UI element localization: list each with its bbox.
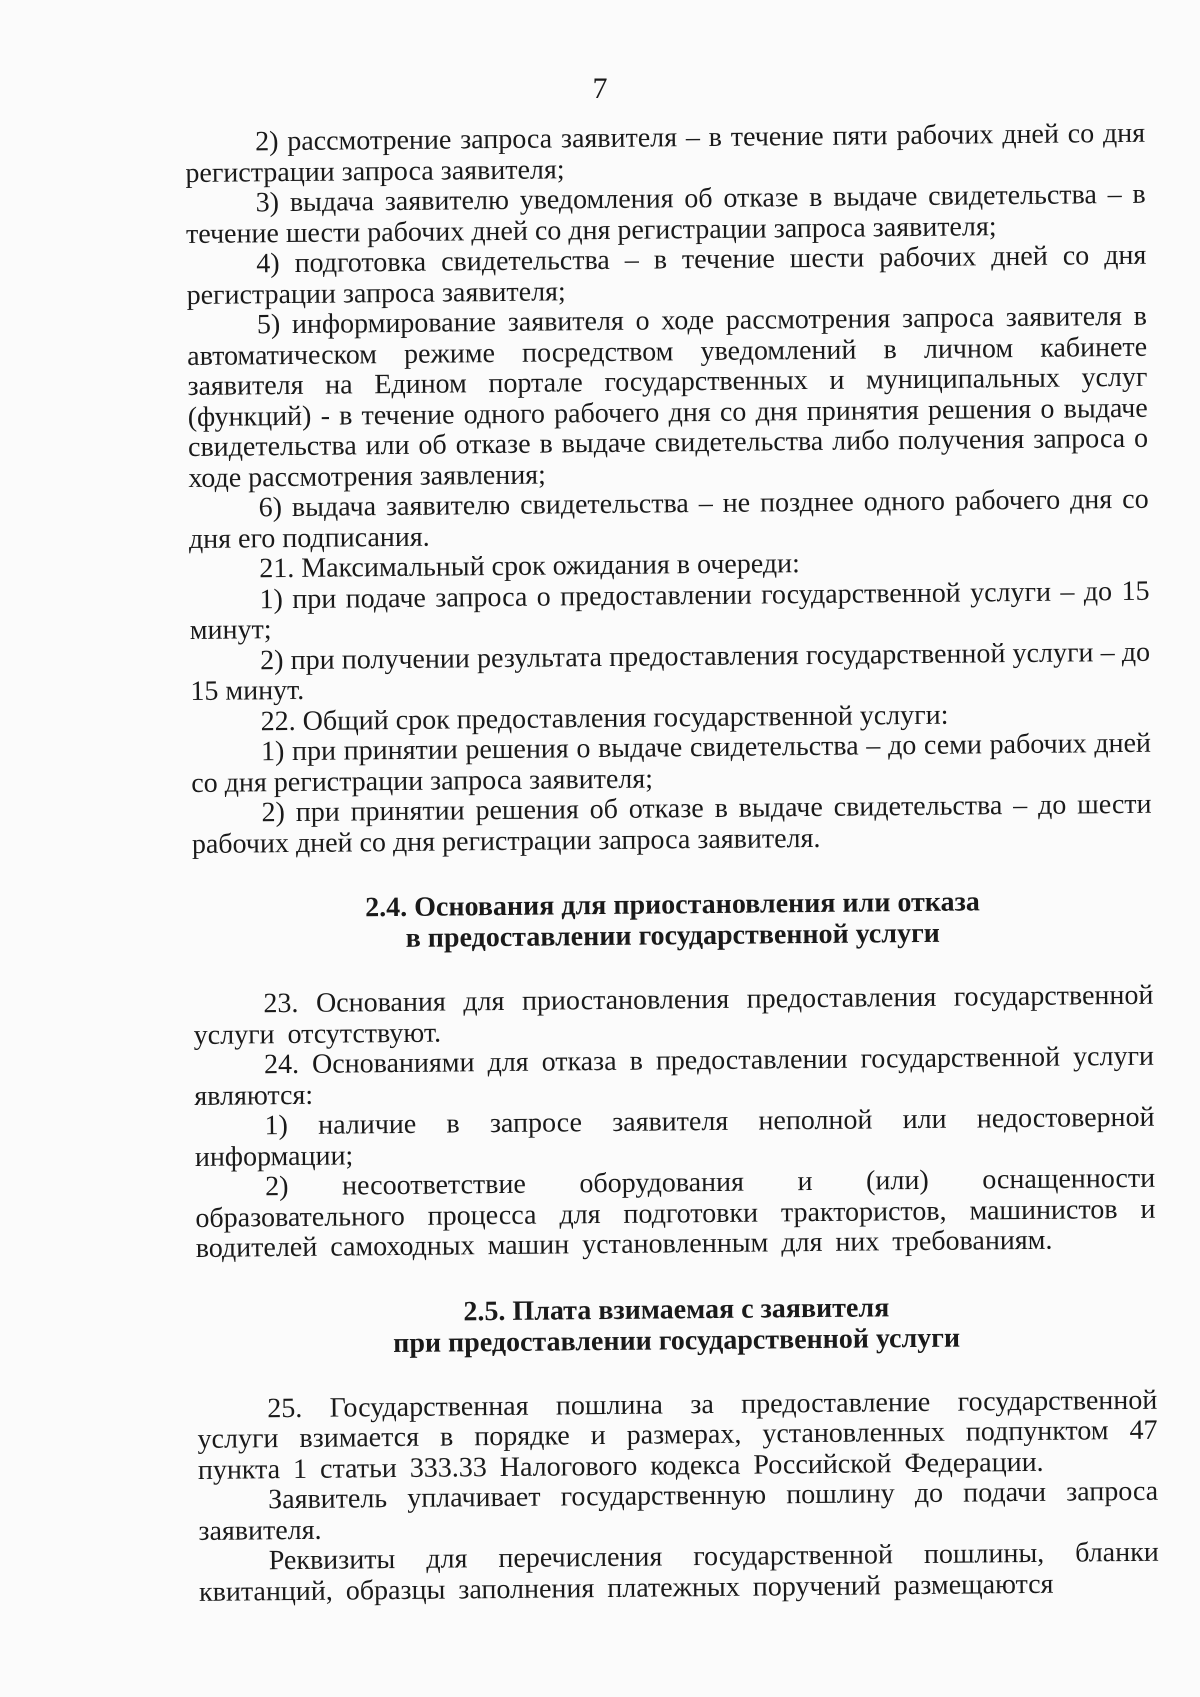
heading-line: в предоставлении государственной услуги <box>405 917 940 954</box>
section-2-4-body <box>193 981 1156 1265</box>
paragraph: 2) при принятии решения об отказе в выдаче свидетельства – до шести рабочих дней со дня регистрации запроса заявителя. <box>191 788 1152 860</box>
paragraph: 21. Максимальный срок ожидания в очереди: <box>259 548 800 585</box>
paragraph: 6) выдача заявителю свидетельства – не позднее одного рабочего дня со дня его подписания. <box>188 483 1149 555</box>
paragraph: 2) несоответствие оборудования и (или) оснащенности образовательного процесса для подготовки трактористов, машинистов и водителей самоходных машин установленным для них требованиям. <box>195 1162 1156 1264</box>
paragraph: 3) выдача заявителю уведомления об отказе в выдаче свидетельства – в течение шести рабочих дней со дня регистрации запроса заявителя; <box>185 178 1146 250</box>
paragraph: 2) при получении результата предоставления государственной услуги – до 15 минут. <box>190 636 1151 707</box>
heading-line: 2.4. Основания для приостановления или отказа <box>365 886 980 924</box>
paragraph: 1) наличие в запросе заявителя неполной или недостоверной информации; <box>194 1101 1155 1173</box>
document-body <box>185 119 1159 1608</box>
paragraph: 1) при принятии решения о выдаче свидетельства – до семи рабочих дней со дня регистрации запроса заявителя; <box>191 727 1152 799</box>
section-heading-2-5 <box>196 1289 1157 1360</box>
paragraph: 23. Основания для приостановления предоставления государственной услуги отсутствуют. <box>193 979 1154 1051</box>
paragraph: 2) рассмотрение запроса заявителя – в течение пяти рабочих дней со дня регистрации запроса заявителя; <box>185 117 1146 189</box>
paragraph: 22. Общий срок предоставления государственной услуги: <box>260 699 949 737</box>
section-2-5-body <box>197 1385 1159 1608</box>
paragraph: 25. Государственная пошлина за предоставление государственной услуги взимается в порядке и размерах, установленных подпунктом 47 пункта 1 статьи 333.33 Налогового кодекса Российской Федерации. <box>197 1384 1158 1486</box>
paragraph: Заявитель уплачивает государственную пошлину до подачи запроса заявителя. <box>198 1475 1159 1547</box>
paragraph: 5) информирование заявителя о ходе рассмотрения запроса заявителя в автоматическом режиме посредством уведомлений в личном кабинете заявителя на Едином портале государственных и муниципальных услуг (функций) - в течение одного рабочего дня со дня принятия решения о выдаче свидетельства или об отказе в выдаче свидетельства либо получения запроса о ходе рассмотрения заявления; <box>187 300 1149 494</box>
section-heading-2-4 <box>192 885 1153 956</box>
page-number: 7 <box>592 72 608 105</box>
heading-line: при предоставлении государственной услуги <box>393 1322 961 1359</box>
paragraph: 4) подготовка свидетельства – в течение шести рабочих дней со дня регистрации запроса заявителя; <box>186 239 1147 311</box>
paragraph: 24. Основаниями для отказа в предоставлении государственной услуги являются: <box>194 1040 1155 1112</box>
heading-line: 2.5. Плата взимаемая с заявителя <box>463 1291 890 1327</box>
paragraph: Реквизиты для перечисления государственной пошлины, бланки квитанций, образцы заполнения платежных поручений размещаются <box>198 1536 1159 1608</box>
paragraph: 1) при подаче запроса о предоставлении государственной услуги – до 15 минут; <box>189 575 1150 646</box>
